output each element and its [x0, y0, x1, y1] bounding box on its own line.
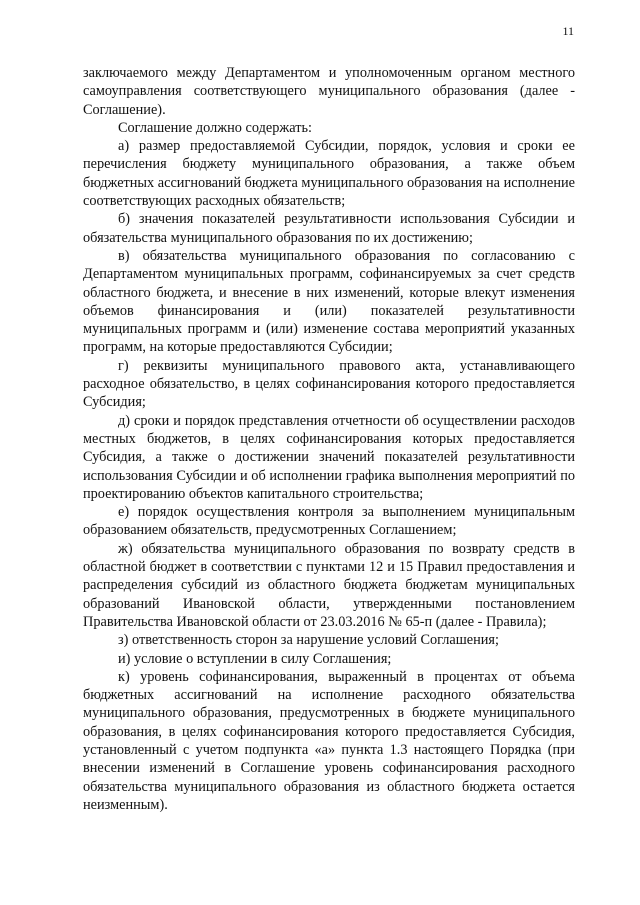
paragraph-item-d: д) сроки и порядок представления отчетности об осуществлении расходов местных бюджетов, в целях софинансирования которых предоставляется Субсидия, а также о достижении значений показателей результативности использования Субсидии и об исполнении графика выполнения мероприятий по проектированию объектов капитального строительства; — [83, 412, 575, 502]
paragraph-item-v: в) обязательства муниципального образования по согласованию с Департаментом муниципальных программ, софинансируемых за счет средств областного бюджета, и внесение в них изменений, которые влекут изменения объемов финансирования и (или) показателей результативности муниципальных программ и (или) изменение состава мероприятий указанных программ, на которые предоставляются Субсидии; — [83, 247, 575, 356]
paragraph-agreement-contents: Соглашение должно содержать: — [118, 119, 312, 136]
paragraph-item-b: б) значения показателей результативности использования Субсидии и обязательства муниципального образования по их достижению; — [83, 211, 575, 246]
paragraph-item-i: и) условие о вступлении в силу Соглашения; — [118, 650, 392, 667]
paragraph-item-a: а) размер предоставляемой Субсидии, порядок, условия и сроки ее перечисления бюджету муниципального образования, а также объем бюджетных ассигнований бюджета муниципального образования на исполнение соответствующих расходных обязательств; — [83, 138, 575, 210]
paragraph-item-z: з) ответственность сторон за нарушение условий Соглашения; — [118, 632, 499, 649]
paragraph-item-e: е) порядок осуществления контроля за выполнением муниципальным образованием обязательств, предусмотренных Соглашением; — [83, 504, 575, 539]
document-body — [83, 64, 575, 814]
paragraph-intro-continuation: заключаемого между Департаментом и уполномоченным органом местного самоуправления соответствующего муниципального образования (далее - Соглашение). — [83, 65, 575, 118]
paragraph-item-zh: ж) обязательства муниципального образования по возврату средств в областной бюджет в соответствии с пунктами 12 и 15 Правил предоставления и распределения субсидий из областного бюджета бюджетам муниципальных образований Ивановской области, утвержденными постановлением Правительства Ивановской области от 23.03.2016 № 65-п (далее - Правила); — [83, 540, 575, 630]
paragraph-item-g: г) реквизиты муниципального правового акта, устанавливающего расходное обязательство, в целях софинансирования которого предоставляется Субсидия; — [83, 357, 575, 411]
page-number: 11 — [562, 24, 574, 38]
paragraph-item-k: к) уровень софинансирования, выраженный в процентах от объема бюджетных ассигнований на исполнение расходного обязательства муниципального образования, предусмотренных в бюджете муниципального образования, в целях софинансирования которого предоставляется Субсидия, установленный с учетом подпункта «а» пункта 1.3 настоящего Порядка (при внесении изменений в Соглашение уровень софинансирования расходного обязательства муниципального образования из областного бюджета остается неизменным). — [83, 668, 575, 813]
